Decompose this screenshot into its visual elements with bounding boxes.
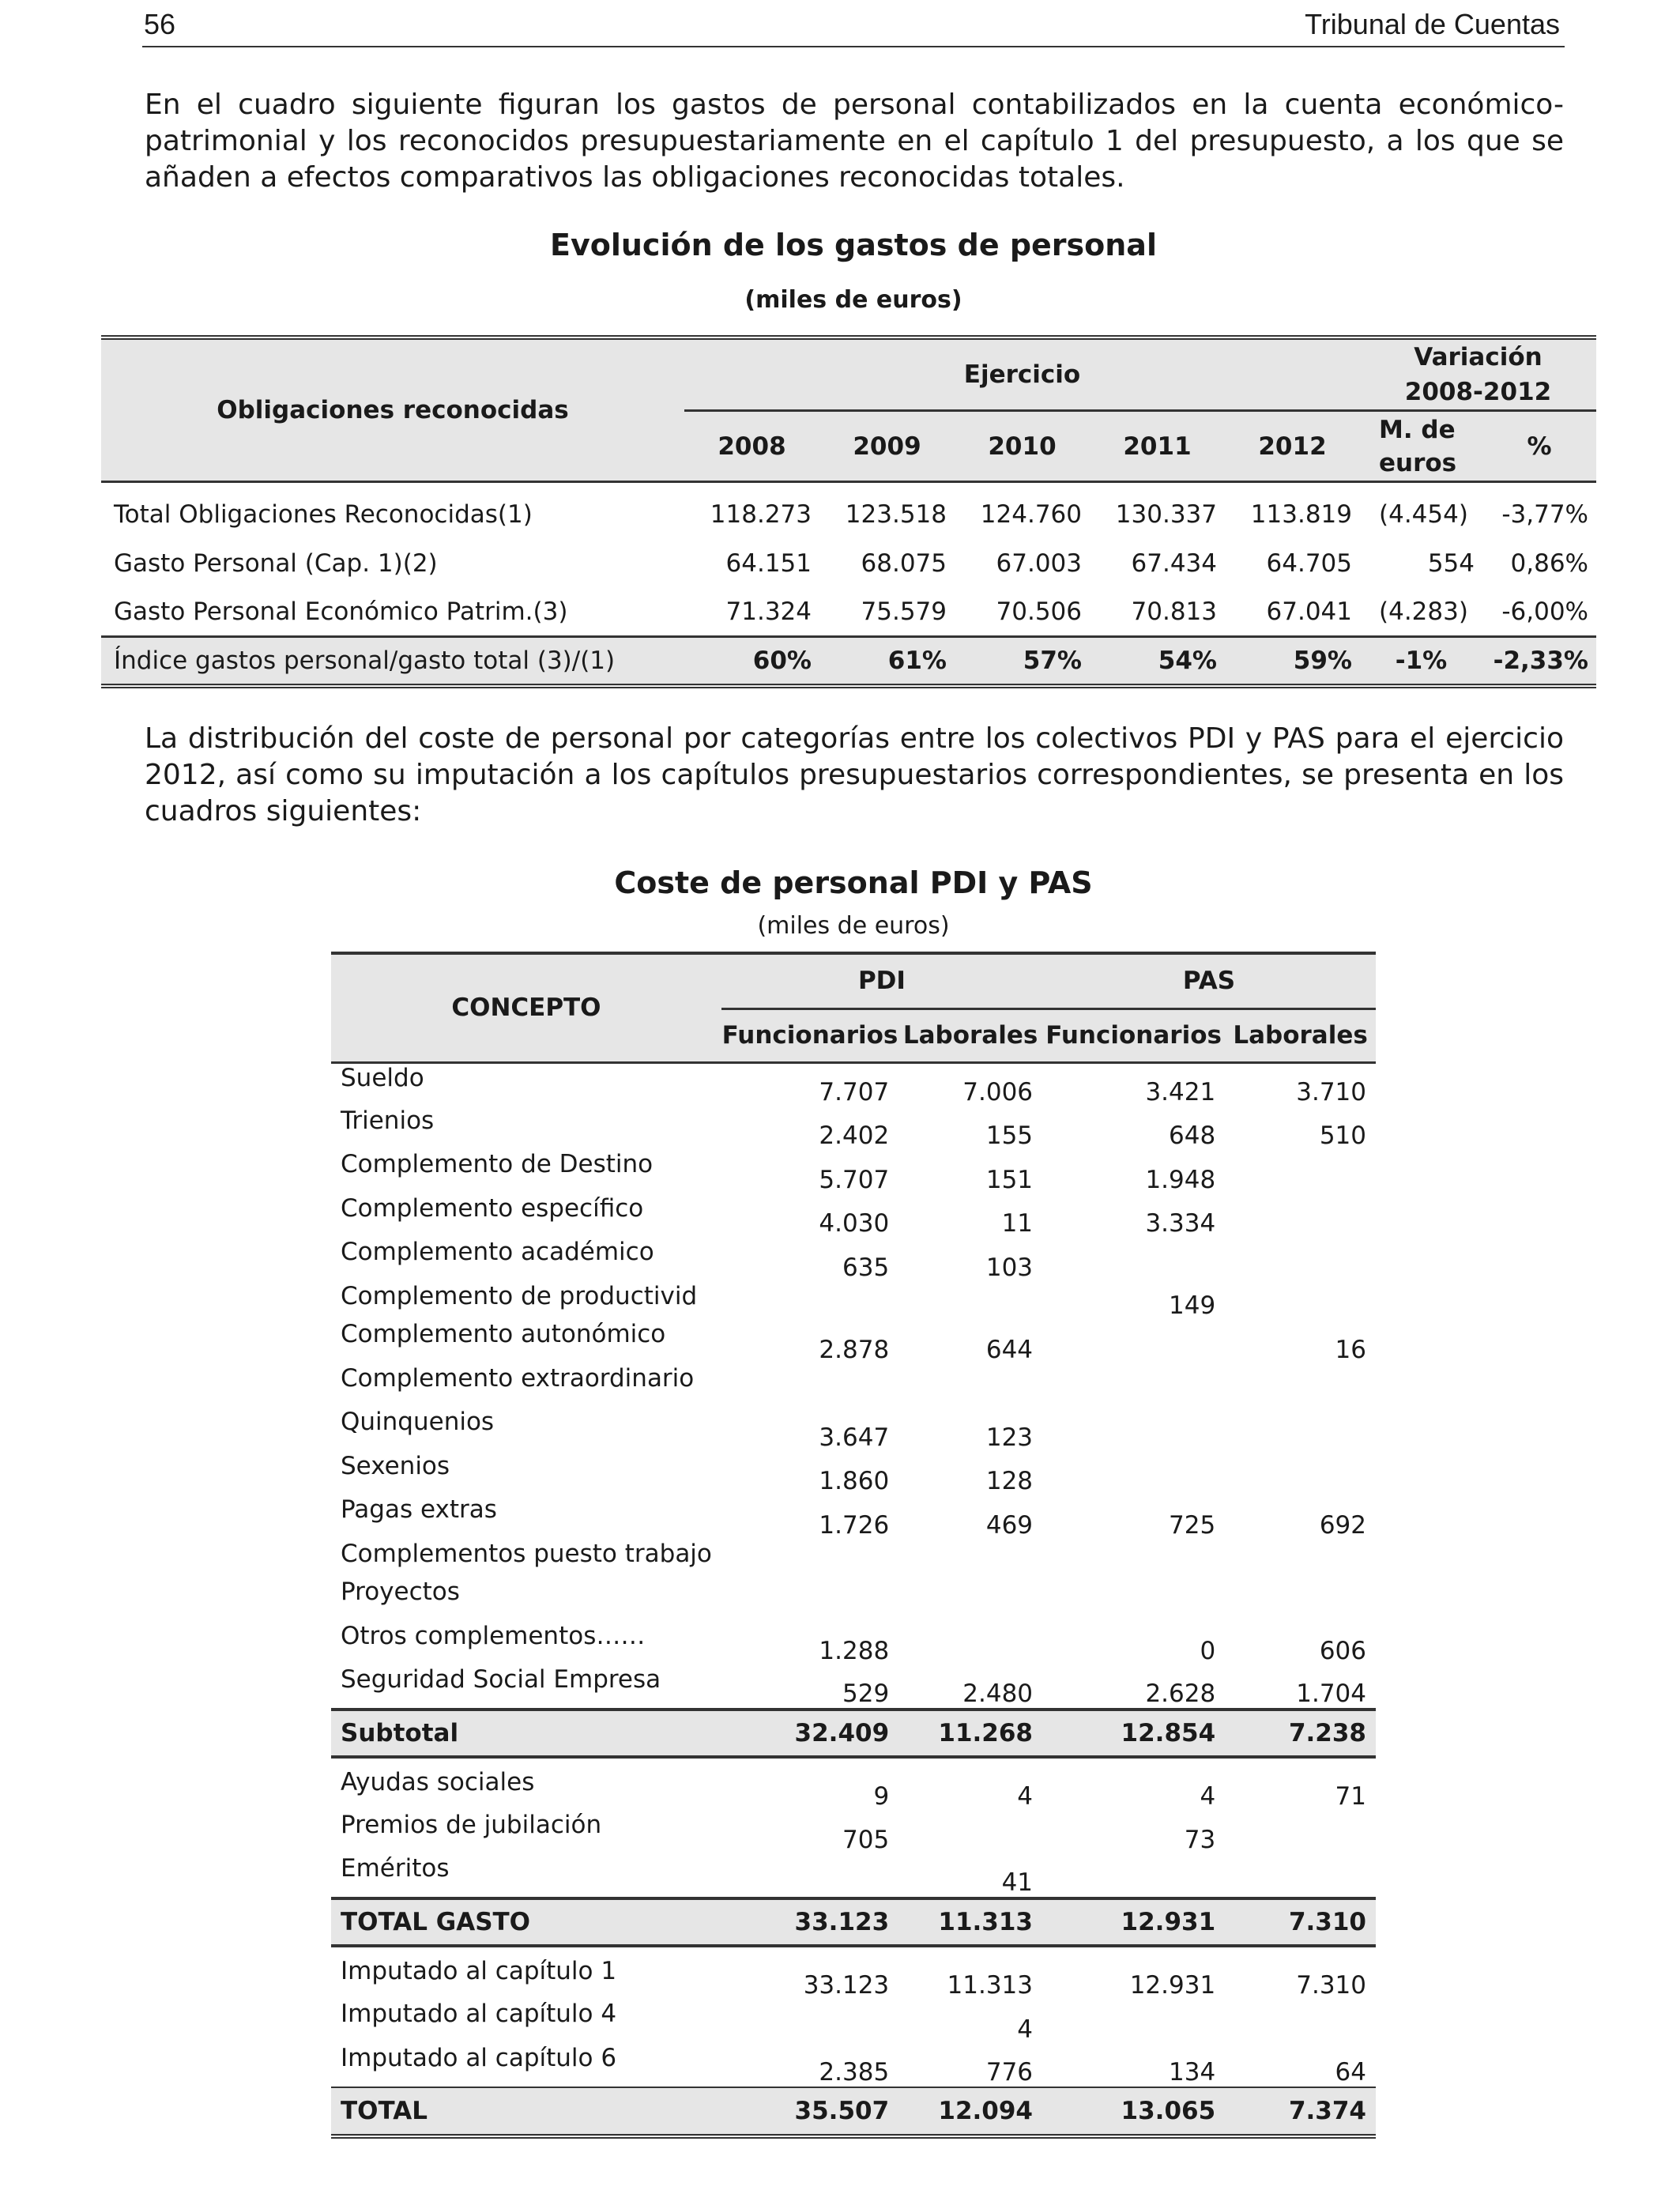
table-cell: 33.123 (721, 1898, 898, 1946)
table-cell (898, 1282, 1042, 1320)
row-label: Premios de jubilación (341, 1810, 602, 1839)
row-label: Trienios (341, 1106, 435, 1135)
pdi-pas-cost-table (331, 952, 1376, 2139)
table-cell: 11.313 (898, 1898, 1042, 1946)
table-row (331, 1665, 1376, 1710)
row-label: Gasto Personal Económico Patrim.(3) (114, 597, 568, 626)
row-label: Complemento específico (341, 1193, 644, 1223)
table-cell: 3.647 (819, 1423, 890, 1452)
variation-pct-cell: 0,86% (1510, 548, 1588, 578)
table-cell (1042, 1364, 1225, 1408)
table-cell (1225, 1452, 1376, 1496)
table-cell (1042, 2000, 1225, 2044)
table-row (331, 1495, 1376, 1540)
table-row (331, 1364, 1376, 1408)
table1-concept-header: Obligaciones reconocidas (101, 337, 684, 482)
table-row (331, 2044, 1376, 2088)
variation-meuros-cell: 554 (1427, 548, 1475, 578)
table-cell: 529 (842, 1679, 890, 1708)
row-label: Ayudas sociales (341, 1767, 535, 1796)
row-label: Gasto Personal (Cap. 1)(2) (114, 548, 438, 578)
table2-units: (miles de euros) (757, 912, 950, 940)
table-cell: 41 (1001, 1868, 1034, 1897)
table-cell: 113.819 (1250, 500, 1352, 530)
table-cell (898, 1364, 1042, 1408)
variation-meuros-cell: (4.454) (1379, 500, 1468, 530)
table-cell: 5.707 (819, 1165, 890, 1194)
table-cell (898, 1622, 1042, 1666)
table-cell (1225, 2000, 1376, 2044)
table-row (331, 1946, 1376, 2000)
table-row (331, 1757, 1376, 1811)
row-label: TOTAL (331, 2087, 721, 2136)
table-cell: 1.948 (1145, 1165, 1216, 1194)
page-header (142, 8, 1565, 47)
table1-pct-header: % (1482, 411, 1596, 482)
row-label: Imputado al capítulo 4 (341, 1999, 617, 2028)
table2-concept-header: CONCEPTO (331, 953, 721, 1062)
variation-pct-cell: -3,77% (1501, 500, 1588, 530)
index-row (101, 637, 1596, 686)
table-cell: 149 (1169, 1291, 1216, 1320)
table1-units: (miles de euros) (744, 286, 962, 314)
row-label: Otros complementos…… (341, 1621, 646, 1650)
table-cell: 644 (985, 1335, 1034, 1364)
table-cell: 648 (1169, 1122, 1216, 1151)
table-cell (721, 1364, 898, 1408)
table-cell (721, 1540, 898, 1578)
table-row (331, 1238, 1376, 1282)
table-row (101, 588, 1596, 637)
table-cell: 124.760 (980, 500, 1082, 530)
table-row (331, 1854, 1376, 1898)
table-cell (1225, 1238, 1376, 1282)
total-gasto-row (331, 1898, 1376, 1946)
table1-year-header: 2011 (1090, 411, 1225, 482)
table-cell: 4 (1017, 1781, 1034, 1811)
table-cell: 67.041 (1266, 597, 1352, 626)
table-row (331, 1194, 1376, 1238)
table-row (331, 1540, 1376, 1578)
table-cell: 57% (955, 637, 1090, 686)
row-label: Sexenios (341, 1451, 450, 1480)
table-cell: 635 (842, 1253, 890, 1282)
table1-year-header: 2012 (1225, 411, 1360, 482)
table-row (331, 1062, 1376, 1106)
table-cell: 33.123 (803, 1970, 890, 2000)
row-label: Total Obligaciones Reconocidas(1) (114, 500, 533, 530)
row-label: Complemento de Destino (341, 1150, 654, 1179)
table-cell (898, 1540, 1042, 1578)
table-cell: 130.337 (1115, 500, 1217, 530)
table-cell: 71.324 (725, 597, 812, 626)
variation-meuros-cell: (4.283) (1379, 597, 1468, 626)
row-label: Complemento de productivid (341, 1281, 698, 1310)
table-cell (1042, 1854, 1225, 1898)
table-cell: 3.334 (1145, 1209, 1216, 1238)
table-row (101, 482, 1596, 539)
row-label: Complementos puesto trabajo (341, 1539, 712, 1568)
table-row (331, 1408, 1376, 1452)
table-cell: 64.705 (1266, 548, 1352, 578)
table-cell (1042, 1540, 1225, 1578)
table-cell: 60% (684, 637, 819, 686)
table-cell (1225, 1578, 1376, 1622)
table-cell: 7.374 (1225, 2087, 1376, 2136)
table-cell: 103 (985, 1253, 1034, 1282)
table1-ejercicio-header: Ejercicio (684, 337, 1360, 411)
table-cell: 64.151 (725, 548, 812, 578)
row-label: Índice gastos personal/gasto total (3)/(1) (101, 637, 684, 686)
table-cell: 16 (1335, 1335, 1366, 1364)
table2-subheader: Funcionarios (1042, 1008, 1225, 1062)
row-label: Subtotal (331, 1710, 721, 1757)
row-label: Complemento autonómico (341, 1319, 666, 1348)
table-cell: 1.704 (1296, 1679, 1366, 1708)
table-cell: 7.310 (1225, 1898, 1376, 1946)
table-cell: 725 (1169, 1510, 1216, 1540)
table-cell (898, 1578, 1042, 1622)
table-cell: 1.860 (819, 1467, 890, 1496)
personnel-expense-evolution-table (101, 335, 1596, 688)
table-cell: 692 (1319, 1510, 1366, 1540)
table-cell: 11 (1001, 1209, 1034, 1238)
table-cell: 70.506 (996, 597, 1082, 626)
table-cell: 12.931 (1042, 1898, 1225, 1946)
table-row (331, 1452, 1376, 1496)
table-cell (1225, 1854, 1376, 1898)
table-cell: 73 (1184, 1826, 1216, 1855)
table-cell: 3.710 (1296, 1077, 1366, 1106)
table-cell: 7.238 (1225, 1710, 1376, 1757)
row-label: Complemento extraordinario (341, 1363, 695, 1393)
variation-pct-cell: -2,33% (1482, 637, 1596, 686)
table-cell: 32.409 (721, 1710, 898, 1757)
table1-title: Evolución de los gastos de personal (550, 228, 1157, 262)
table-cell (1225, 1150, 1376, 1194)
table-cell (1225, 1540, 1376, 1578)
table-cell: 4.030 (819, 1209, 890, 1238)
table-cell (721, 2000, 898, 2044)
table-cell: 67.003 (996, 548, 1082, 578)
table-cell (1225, 1811, 1376, 1855)
table-cell: 4 (1017, 2015, 1034, 2044)
table-row (331, 1106, 1376, 1151)
distribution-paragraph: La distribución del coste de personal por categorías entre los colectivos PDI y PAS para el ejercicio 2012, así como su imputación a los capítulos presupuestarios correspondientes, se presenta en los cuadros siguientes: (145, 722, 1564, 827)
table-cell: 151 (985, 1165, 1034, 1194)
row-label: Imputado al capítulo 1 (341, 1956, 617, 1985)
table-cell: 7.006 (962, 1077, 1034, 1106)
intro-paragraph: En el cuadro siguiente figuran los gastos de personal contabilizados en la cuenta económico-patrimonial y los reconocidos presupuestariamente en el capítulo 1 del presupuesto, a los que se añaden a efectos comparativos las obligaciones reconocidas totales. (145, 89, 1564, 194)
table-cell: 71 (1335, 1781, 1366, 1811)
table2-subheader: Laborales (1225, 1008, 1376, 1062)
table-cell: 776 (985, 2058, 1034, 2087)
table-cell: 510 (1319, 1122, 1366, 1151)
row-label: Proyectos (341, 1577, 460, 1606)
running-title: Tribunal de Cuentas (1305, 8, 1560, 40)
table-cell: 2.878 (819, 1335, 890, 1364)
table-row (331, 1578, 1376, 1622)
table-row (331, 2000, 1376, 2044)
row-label: Complemento académico (341, 1238, 654, 1267)
variation-meuros-cell: -1% (1360, 637, 1482, 686)
table2-title: Coste de personal PDI y PAS (614, 865, 1093, 900)
table1-year-header: 2009 (819, 411, 955, 482)
table-cell: 606 (1319, 1637, 1366, 1666)
table-cell: 123.518 (845, 500, 947, 530)
table-cell: 1.726 (819, 1510, 890, 1540)
table-cell: 13.065 (1042, 2087, 1225, 2136)
table-cell: 128 (985, 1467, 1034, 1496)
table2-pas-header: PAS (1042, 953, 1376, 1008)
table1-year-header: 2008 (684, 411, 819, 482)
table-cell: 2.480 (962, 1679, 1034, 1708)
total-row (331, 2087, 1376, 2136)
table-cell (1042, 1578, 1225, 1622)
variation-pct-cell: -6,00% (1501, 597, 1588, 626)
table-cell: 11.268 (898, 1710, 1042, 1757)
table-row (331, 1150, 1376, 1194)
table-cell: 469 (985, 1510, 1034, 1540)
table-row (331, 1282, 1376, 1320)
table-cell: 11.313 (947, 1970, 1034, 2000)
row-label: Quinquenios (341, 1408, 495, 1437)
table-cell (1042, 1408, 1225, 1452)
row-label: Eméritos (341, 1854, 450, 1883)
table-cell: 155 (985, 1122, 1034, 1151)
subtotal-row (331, 1710, 1376, 1757)
table-cell: 12.854 (1042, 1710, 1225, 1757)
table-cell: 64 (1335, 2058, 1366, 2087)
table-cell: 12.931 (1129, 1970, 1216, 2000)
row-label: TOTAL GASTO (331, 1898, 721, 1946)
table-cell: 2.628 (1145, 1679, 1216, 1708)
table1-meuros-header: M. de euros (1360, 411, 1482, 482)
table-cell (1225, 1282, 1376, 1320)
table-cell (721, 1282, 898, 1320)
row-label: Sueldo (341, 1063, 424, 1092)
table2-pdi-header: PDI (721, 953, 1042, 1008)
table-cell (1225, 1408, 1376, 1452)
table-cell: 59% (1225, 637, 1360, 686)
table-cell: 67.434 (1131, 548, 1217, 578)
table-cell: 4 (1200, 1781, 1216, 1811)
table-cell: 68.075 (861, 548, 947, 578)
table-cell: 0 (1200, 1637, 1216, 1666)
table-cell: 123 (985, 1423, 1034, 1452)
table-cell: 2.385 (819, 2058, 890, 2087)
table-cell: 1.288 (819, 1637, 890, 1666)
table-cell (721, 1578, 898, 1622)
table-cell: 75.579 (861, 597, 947, 626)
table-cell: 134 (1169, 2058, 1216, 2087)
table-row (331, 1622, 1376, 1666)
table-cell (1042, 1238, 1225, 1282)
table-cell: 705 (842, 1826, 890, 1855)
table-cell: 118.273 (710, 500, 812, 530)
page-number: 56 (144, 8, 176, 40)
table-row (331, 1811, 1376, 1855)
table1-variacion-header: Variación 2008-2012 (1360, 337, 1596, 411)
table-cell: 70.813 (1131, 597, 1217, 626)
table-cell: 35.507 (721, 2087, 898, 2136)
table-cell: 3.421 (1145, 1077, 1216, 1106)
table-cell (898, 1811, 1042, 1855)
table-cell: 12.094 (898, 2087, 1042, 2136)
table-row (331, 1320, 1376, 1364)
row-label: Imputado al capítulo 6 (341, 2043, 617, 2072)
table-cell: 2.402 (819, 1122, 890, 1151)
table-cell: 54% (1090, 637, 1225, 686)
table-cell: 61% (819, 637, 955, 686)
table2-subheader: Funcionarios (721, 1008, 898, 1062)
table2-subheader: Laborales (898, 1008, 1042, 1062)
table-cell (1042, 1320, 1225, 1364)
table-cell (1225, 1194, 1376, 1238)
table1-year-header: 2010 (955, 411, 1090, 482)
row-label: Seguridad Social Empresa (341, 1665, 661, 1695)
table-cell: 7.310 (1296, 1970, 1366, 2000)
table-cell: 9 (873, 1781, 890, 1811)
table-row (101, 539, 1596, 588)
table-cell (1225, 1364, 1376, 1408)
row-label: Pagas extras (341, 1495, 497, 1525)
table-cell (721, 1854, 898, 1898)
table-cell: 7.707 (819, 1077, 890, 1106)
table-cell (1042, 1452, 1225, 1496)
